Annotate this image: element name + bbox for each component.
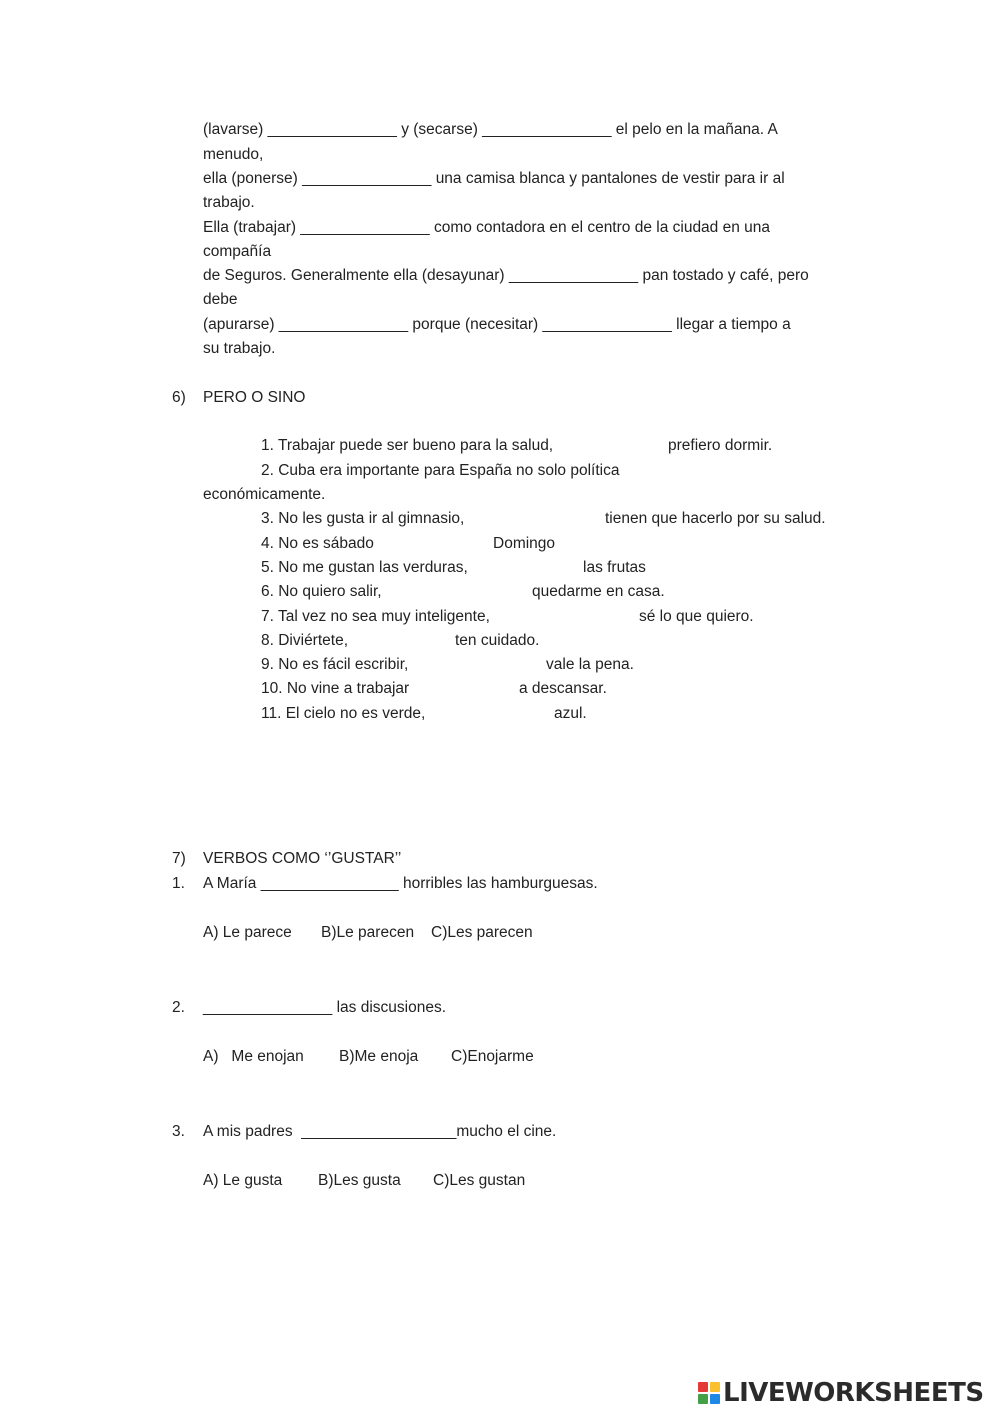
section-title: VERBOS COMO ‘’GUSTAR’’: [203, 850, 402, 867]
option: A) Me enojan: [203, 1048, 304, 1065]
exercise-item-ending: tienen que hacerlo por su salud.: [605, 510, 826, 527]
paragraph-line: Ella (trabajar) _______________ como contadora en el centro de la ciudad en una: [203, 219, 771, 236]
option: B)Les gusta: [318, 1172, 401, 1189]
exercise-item-ending: las frutas: [583, 559, 646, 576]
paragraph-line: menudo,: [203, 146, 264, 163]
question-number: 1.: [172, 875, 185, 892]
exercise-item: 11. El cielo no es verde,: [261, 705, 426, 722]
section-number: 6): [172, 389, 186, 406]
liveworksheets-logo: [698, 1378, 994, 1408]
option: C)Les gustan: [433, 1172, 526, 1189]
option: C)Enojarme: [451, 1048, 534, 1065]
option: A) Le parece: [203, 924, 292, 941]
logo-mark-icon: [698, 1382, 720, 1404]
exercise-item: 8. Diviértete,: [261, 632, 349, 649]
paragraph-line: su trabajo.: [203, 340, 276, 357]
option: C)Les parecen: [431, 924, 533, 941]
exercise-item: 9. No es fácil escribir,: [261, 656, 409, 673]
section-number: 7): [172, 850, 186, 867]
exercise-item-ending: vale la pena.: [546, 656, 634, 673]
question-text: A María ________________ horribles las hamburguesas.: [203, 875, 598, 892]
section-title: PERO O SINO: [203, 389, 306, 406]
paragraph-line: (lavarse) _______________ y (secarse) _______________ el pelo en la mañana. A: [203, 121, 778, 138]
question-text: A mis padres __________________mucho el cine.: [203, 1123, 557, 1140]
exercise-item: 3. No les gusta ir al gimnasio,: [261, 510, 465, 527]
paragraph-line: de Seguros. Generalmente ella (desayunar) _______________ pan tostado y café, pero: [203, 267, 809, 284]
exercise-item: económicamente.: [203, 486, 326, 503]
option: A) Le gusta: [203, 1172, 283, 1189]
exercise-item: 2. Cuba era importante para España no solo política: [261, 462, 620, 479]
exercise-item-ending: quedarme en casa.: [532, 583, 665, 600]
exercise-item-ending: azul.: [554, 705, 587, 722]
exercise-item: 10. No vine a trabajar: [261, 680, 410, 697]
logo-text: LIVEWORKSHEETS: [723, 1378, 984, 1408]
exercise-item-ending: a descansar.: [519, 680, 607, 697]
exercise-item: 5. No me gustan las verduras,: [261, 559, 468, 576]
exercise-item: 4. No es sábado: [261, 535, 374, 552]
exercise-item-ending: ten cuidado.: [455, 632, 540, 649]
exercise-item-ending: Domingo: [493, 535, 556, 552]
exercise-item: 6. No quiero salir,: [261, 583, 382, 600]
paragraph-line: (apurarse) _______________ porque (necesitar) _______________ llegar a tiempo a: [203, 316, 791, 333]
paragraph-line: trabajo.: [203, 194, 255, 211]
question-text: _______________ las discusiones.: [203, 999, 447, 1016]
paragraph-line: ella (ponerse) _______________ una camisa blanca y pantalones de vestir para ir al: [203, 170, 785, 187]
paragraph-line: compañía: [203, 243, 272, 260]
option: B)Me enoja: [339, 1048, 419, 1065]
exercise-item-ending: sé lo que quiero.: [639, 608, 754, 625]
exercise-item-ending: prefiero dormir.: [668, 437, 773, 454]
exercise-item: 1. Trabajar puede ser bueno para la salud,: [261, 437, 554, 454]
question-number: 2.: [172, 999, 185, 1016]
exercise-item: 7. Tal vez no sea muy inteligente,: [261, 608, 490, 625]
paragraph-line: debe: [203, 291, 238, 308]
option: B)Le parecen: [321, 924, 415, 941]
question-number: 3.: [172, 1123, 185, 1140]
